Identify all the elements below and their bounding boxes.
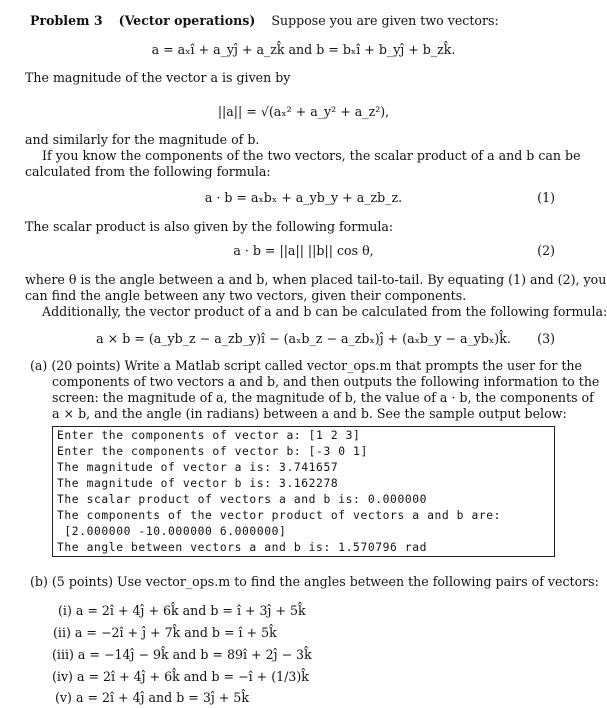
sample-output-line: Enter the components of vector a: [1 2 3] [57, 429, 361, 442]
sample-output-line: The angle between vectors a and b is: 1.570796 rad [57, 541, 428, 554]
where-line-1: where θ is the angle between a and b, when placed tail-to-tail. By equating (1) and (2), you [25, 272, 607, 287]
magnitude-equation: ||a|| = √(aₓ² + a_y² + a_z²), [217, 104, 390, 119]
sample-output-line: [2.000000 -10.000000 6.000000] [57, 525, 287, 538]
vectors-equation: a = aₓî + a_yĵ + a_zk̂ and b = bₓî + b_yĵ + b_zk̂. [151, 42, 456, 57]
magnitude-text: The magnitude of the vector a is given by [25, 70, 291, 85]
equation-2-number: (2) [537, 243, 555, 258]
part-b-item: (v) a = 2î + 4ĵ and b = 3ĵ + 5k̂ [55, 690, 249, 705]
part-b-item: (ii) a = −2î + ĵ + 7k̂ and b = î + 5k̂ [53, 625, 277, 640]
sample-output-line: The magnitude of vector b is: 3.162278 [57, 477, 339, 490]
sample-output-line: The components of the vector product of vectors a and b are: [57, 509, 502, 522]
scalar-also-text: The scalar product is also given by the following formula: [25, 219, 394, 234]
equation-3: a × b = (a_yb_z − a_zb_y)î − (aₓb_z − a_zbₓ)ĵ + (aₓb_y − a_ybₓ)k̂. [96, 331, 511, 346]
sample-output-line: The scalar product of vectors a and b is: 0.000000 [57, 493, 428, 506]
part-a-line-3: screen: the magnitude of a, the magnitude of b, the value of a · b, the components of [52, 390, 594, 405]
part-b-item: (iv) a = 2î + 4ĵ + 6k̂ and b = −î + (1/3)k̂ [52, 669, 309, 684]
part-a-line-2: components of two vectors a and b, and then outputs the following information to the [52, 374, 600, 389]
part-b-intro: (b) (5 points) Use vector_ops.m to find the angles between the following pairs of vectors: [30, 574, 599, 589]
sample-output-box [52, 426, 555, 557]
part-b-item: (i) a = 2î + 4ĵ + 6k̂ and b = î + 3ĵ + 5k̂ [58, 603, 306, 618]
equation-1-number: (1) [537, 190, 555, 205]
problem-number: Problem 3 [30, 13, 103, 28]
problem-header [30, 13, 499, 29]
additionally-text: Additionally, the vector product of a and b can be calculated from the following formula: [42, 304, 607, 319]
sample-output-line: Enter the components of vector b: [-3 0 1] [57, 445, 368, 458]
similarly-text: and similarly for the magnitude of b. [25, 132, 260, 147]
part-a-line-1: (a) (20 points) Write a Matlab script called vector_ops.m that prompts the user for the [30, 358, 582, 373]
scalar-intro-line-1: If you know the components of the two vectors, the scalar product of a and b can be [42, 148, 581, 163]
scalar-intro-line-2: calculated from the following formula: [25, 164, 271, 179]
part-a-line-4: a × b, and the angle (in radians) between a and b. See the sample output below: [52, 406, 567, 421]
problem-title: (Vector operations) [118, 13, 256, 28]
where-line-2: can find the angle between any two vectors, given their components. [25, 288, 467, 303]
sample-output-line: The magnitude of vector a is: 3.741657 [57, 461, 339, 474]
problem-intro: Suppose you are given two vectors: [271, 13, 499, 28]
equation-1: a · b = aₓbₓ + a_yb_y + a_zb_z. [204, 190, 403, 205]
equation-2: a · b = ||a|| ||b|| cos θ, [233, 243, 374, 258]
equation-3-number: (3) [537, 331, 555, 346]
part-b-item: (iii) a = −14ĵ − 9k̂ and b = 89î + 2ĵ − 3k̂ [52, 647, 312, 662]
